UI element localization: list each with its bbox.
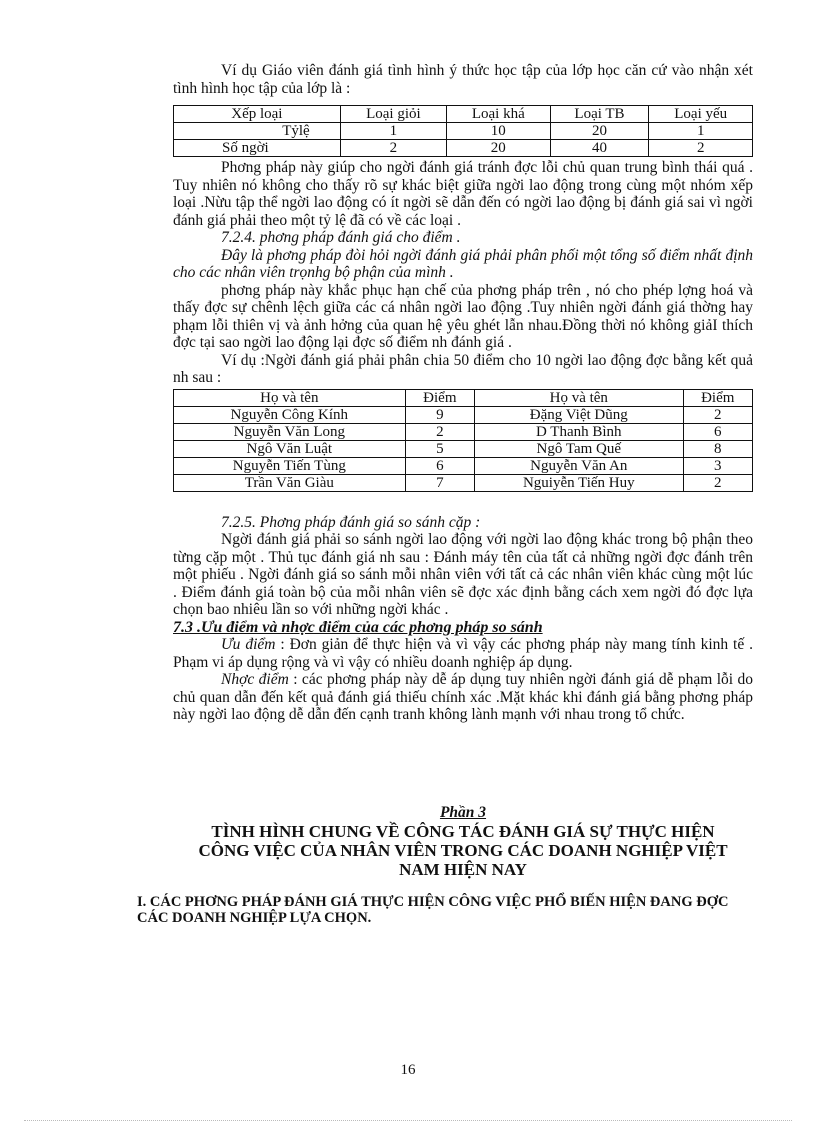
table-cell: 20 [550,123,649,140]
rating-table [173,105,753,157]
advantages-paragraph [173,636,753,671]
table-cell: 2 [683,474,753,491]
table-cell: Nguyễn Công Kính [174,406,406,423]
table-cell: 10 [447,123,551,140]
table-header-cell: Loại TB [550,106,649,123]
table-cell: Trần Văn Giàu [174,474,406,491]
table-cell: 2 [405,423,474,440]
part-title-line-1: TÌNH HÌNH CHUNG VỀ CÔNG TÁC ĐÁNH GIÁ SỰ THỰC HIỆN [211,822,715,841]
table-cell: Tỷlệ [174,123,341,140]
table-cell: 6 [405,457,474,474]
table-cell: 2 [649,140,753,157]
table-header-row [174,389,753,406]
table-row [174,123,753,140]
example-paragraph: Ví dụ Giáo viên đánh giá tình hình ý thức học tập của lớp học căn cứ vào nhận xét tình hình học tập của lớp là : [173,62,753,97]
disadvantages-text: : các phơng pháp này dễ áp dụng tuy nhiên ngời đánh giá dễ phạm lỗi do chủ quan dẫn đến kết quả đánh giá thiếu chính xác .Mặt khác khi đánh giá bằng phơng pháp này ngời lao động dễ dẫn đến cạnh tranh không lành mạnh với nhau trong tổ chức. [173,671,754,723]
advantages-label: Ưu điểm [221,636,276,653]
spacer [173,492,753,514]
part-subtitle: I. CÁC PHƠNG PHÁP ĐÁNH GIÁ THỰC HIỆN CÔNG VIỆC PHỔ BIẾN HIỆN ĐANG ĐỢC CÁC DOANH NGHIỆP LỰA CHỌN. [137,894,729,926]
table-row [174,440,753,457]
table-header-row [174,106,753,123]
table-row [174,406,753,423]
table-row [174,423,753,440]
table-cell: Ngô Văn Luật [174,440,406,457]
table-header-cell: Loại giỏi [340,106,446,123]
method-paragraph: Phơng pháp này giúp cho ngời đánh giá tránh đợc lỗi chủ quan trung bình thái quá . Tuy nhiên nó không cho thấy rõ sự khác biệt giữa ngời lao động trong cùng một nhóm xếp loại .Nừu tập thể ngời lao động có ít ngời sẽ dẫn đến có ngời lao động bị đánh giá sai vì ngời đánh giá phải theo một tỷ lệ đã có về các loại . [173,159,753,229]
table-cell: 1 [340,123,446,140]
definition-paragraph: Đây là phơng pháp đòi hỏi ngời đánh giá phải phân phối một tổng số điểm nhất định cho các nhân viên trọnhg bộ phận của mình . [173,246,753,281]
table-cell: 20 [447,140,551,157]
table-cell: 5 [405,440,474,457]
table-row [174,474,753,491]
disadvantages-paragraph [173,671,753,724]
disadvantages-label: Nhợc điểm [221,671,289,688]
part-label: Phần 3 [439,803,487,821]
table-cell: Nguyễn Văn Long [174,423,406,440]
table-cell: 8 [683,440,753,457]
section-heading-7-2-5: 7.2.5. Phơng pháp đánh giá so sánh cặp : [221,513,481,531]
part-title-line-2: CÔNG VIỆC CỦA NHÂN VIÊN TRONG CÁC DOANH NGHIỆP VIỆT [198,841,728,860]
table-cell: Nguyễn Tiến Tùng [174,457,406,474]
table-cell: 9 [405,406,474,423]
table-header-cell: Loại yếu [649,106,753,123]
table-cell: 7 [405,474,474,491]
table-cell: 40 [550,140,649,157]
table-cell: D Thanh Bình [475,423,683,440]
table-cell: 2 [340,140,446,157]
section-heading-7-3: 7.3 .Ưu điểm và nhợc điểm của các phơng pháp so sánh [173,618,543,636]
method-paragraph: phơng pháp này khắc phục hạn chế của phơng pháp trên , nó cho phép lợng hoá và thấy đợc sự chênh lệch giữa các cá nhân ngời lao động .Tuy nhiên ngời đánh giá thờng hay phạm lỗi thiên vị và ảnh hởng của quan hệ yêu ghét lẫn nhau.Đồng thời nó không giảI thích đợc tại sao ngời lao động lại đợc số điểm nh đánh giá . [173,281,753,351]
table-cell: 6 [683,423,753,440]
table-cell: Số ngời [174,140,341,157]
example-paragraph: Ví dụ :Ngời đánh giá phải phân chia 50 điểm cho 10 ngời lao động đợc bằng kết quả nh sau : [173,351,753,386]
table-cell: Nguyễn Văn An [475,457,683,474]
section-heading-7-2-4: 7.2.4. phơng pháp đánh giá cho điểm . [221,229,461,246]
table-header-cell: Điểm [405,389,474,406]
table-header-cell: Xếp loại [174,106,341,123]
table-cell: 2 [683,406,753,423]
table-header-cell: Họ và tên [174,389,406,406]
page-number: 16 [400,1062,416,1078]
table-header-cell: Loại khá [447,106,551,123]
table-cell: Đặng Việt Dũng [475,406,683,423]
document-body [137,62,754,926]
table-cell: 1 [649,123,753,140]
table-cell: Ngô Tam Quế [475,440,683,457]
method-paragraph: Ngời đánh giá phải so sánh ngời lao động với ngời lao động khác trong bộ phận theo từng cặp một . Thủ tục đánh giá nh sau : Đánh máy tên của tất cả những ngời đợc đánh trên một phiếu . Ngời đánh giá so sánh mỗi nhân viên với tất cả các nhân viên khác cùng một lúc . Điểm đánh giá toàn bộ của mỗi nhân viên sẽ đợc xác định bằng cách xem ngời đó đợc lựa chọn bao nhiêu lần so với những ngời khác . [173,531,753,618]
table-header-cell: Điểm [683,389,753,406]
table-cell: 3 [683,457,753,474]
part-title-line-3: NAM HIỆN NAY [399,860,527,879]
score-table [173,389,753,492]
footer-divider [24,1120,792,1121]
advantages-text: : Đơn giản để thực hiện và vì vậy các phơng pháp này mang tính kinh tế . Phạm vi áp dụng rộng và vì vậy có nhiều doanh nghiệp áp dụng. [173,636,753,671]
table-row [174,140,753,157]
table-cell: Nguiyễn Tiến Huy [475,474,683,491]
table-row [174,457,753,474]
table-header-cell: Họ và tên [475,389,683,406]
